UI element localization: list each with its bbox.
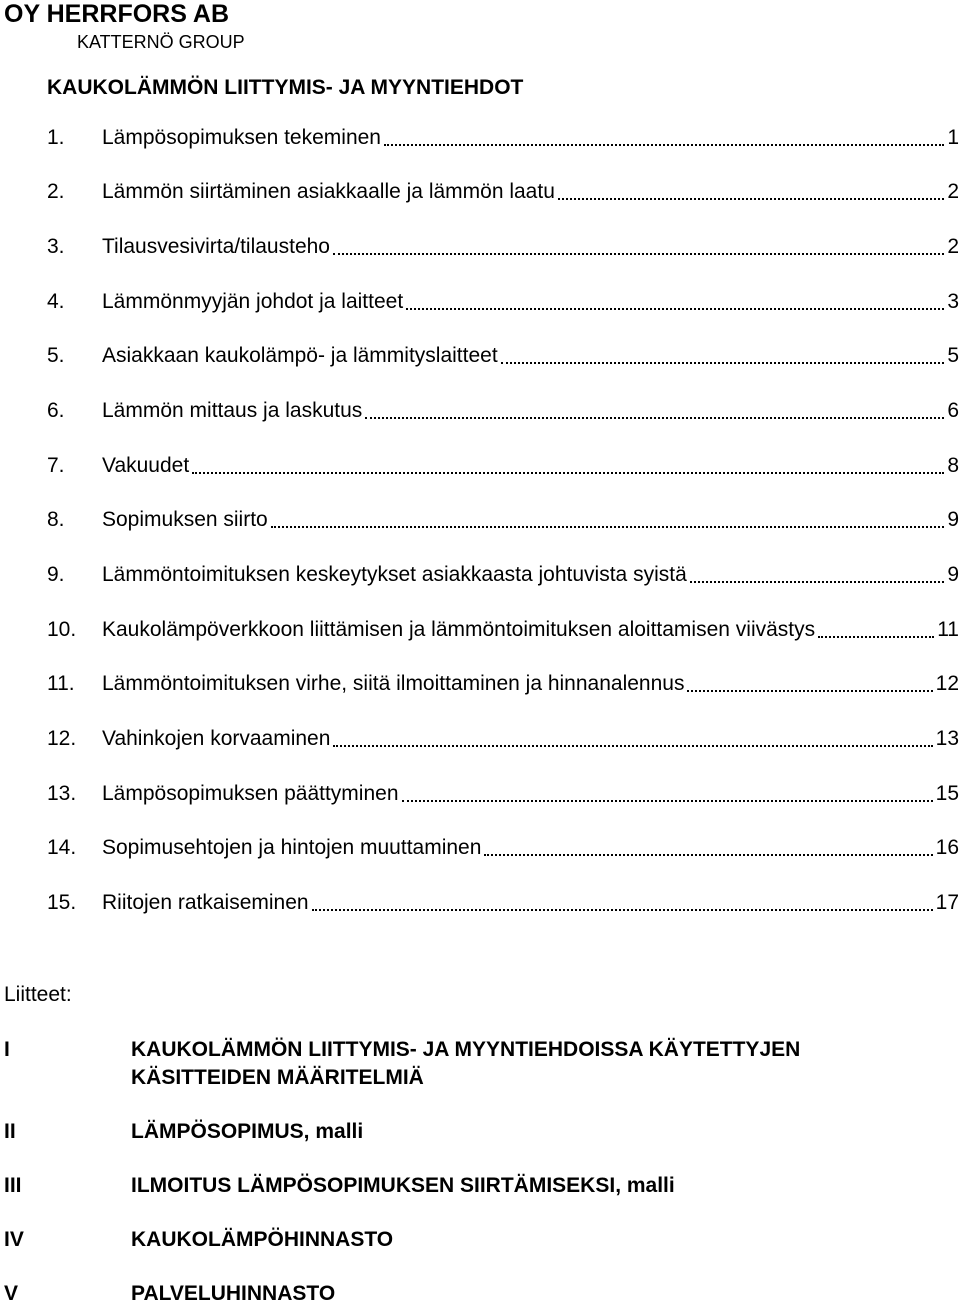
appendix-number: IV	[4, 1228, 24, 1251]
toc-entry[interactable]	[47, 121, 959, 151]
appendix-number: III	[4, 1174, 22, 1197]
toc-entry-title: Vahinkojen korvaaminen	[102, 727, 331, 750]
toc-entry-title: Kaukolämpöverkkoon liittämisen ja lämmöntoimituksen aloittamisen viivästys	[102, 618, 816, 641]
toc-entry-page: 17	[935, 891, 959, 914]
appendix-number: V	[4, 1282, 19, 1305]
appendix-title: LÄMPÖSOPIMUS, malli	[131, 1120, 364, 1143]
toc-entry[interactable]	[47, 831, 959, 861]
toc-entry-page: 6	[947, 399, 959, 422]
toc-entry[interactable]	[47, 339, 959, 369]
document-title: KAUKOLÄMMÖN LIITTYMIS- JA MYYNTIEHDOT	[47, 76, 524, 99]
toc-entry[interactable]	[47, 449, 959, 479]
toc-entry-title: Lämmöntoimituksen virhe, siitä ilmoittaminen ja hinnanalennus	[102, 672, 685, 695]
toc-entry-page: 11	[937, 618, 959, 641]
toc-entry-title: Lämpösopimuksen tekeminen	[102, 126, 381, 149]
toc-entry-number: 6.	[47, 399, 65, 422]
toc-entry-title: Vakuudet	[102, 454, 190, 477]
toc-entry[interactable]	[47, 777, 959, 807]
toc-entry-page: 13	[935, 727, 959, 750]
toc-entry[interactable]	[47, 667, 959, 697]
toc-entry[interactable]	[47, 886, 959, 916]
toc-dot-leader	[384, 125, 944, 151]
toc-dot-leader	[501, 343, 945, 369]
toc-entry-number: 9.	[47, 563, 65, 586]
toc-entry-title: Riitojen ratkaiseminen	[102, 891, 309, 914]
toc-dot-leader	[484, 835, 932, 861]
toc-entry-page: 12	[935, 672, 959, 695]
toc-entry-title: Lämmönmyyjän johdot ja laitteet	[102, 290, 404, 313]
toc-entry[interactable]	[47, 175, 959, 205]
toc-entry-title: Sopimuksen siirto	[102, 508, 268, 531]
toc-entry-title: Lämmön mittaus ja laskutus	[102, 399, 363, 422]
toc-dot-leader	[687, 671, 932, 697]
company-name: OY HERRFORS AB	[4, 0, 230, 28]
toc-dot-leader	[558, 179, 944, 205]
toc-entry-page: 5	[947, 344, 959, 367]
toc-entry[interactable]	[47, 230, 959, 260]
appendix-number: I	[4, 1038, 10, 1061]
toc-entry-number: 13.	[47, 782, 77, 805]
toc-entry[interactable]	[47, 558, 959, 588]
toc-entry-title: Lämpösopimuksen päättyminen	[102, 782, 399, 805]
toc-entry-number: 2.	[47, 180, 65, 203]
toc-entry-page: 9	[947, 508, 959, 531]
toc-entry-title: Sopimusehtojen ja hintojen muuttaminen	[102, 836, 482, 859]
toc-entry[interactable]	[47, 285, 959, 315]
toc-entry-number: 5.	[47, 344, 65, 367]
toc-entry[interactable]	[47, 394, 959, 424]
appendix-title: KAUKOLÄMPÖHINNASTO	[131, 1228, 394, 1251]
toc-dot-leader	[312, 890, 933, 916]
toc-entry-number: 4.	[47, 290, 65, 313]
toc-entry-title: Lämmön siirtäminen asiakkaalle ja lämmön laatu	[102, 180, 555, 203]
toc-entry-title: Asiakkaan kaukolämpö- ja lämmityslaitteet	[102, 344, 498, 367]
appendices-heading: Liitteet:	[4, 983, 72, 1006]
toc-entry-number: 7.	[47, 454, 65, 477]
toc-entry-number: 12.	[47, 727, 77, 750]
toc-entry[interactable]	[47, 503, 959, 533]
toc-entry-page: 1	[947, 126, 959, 149]
toc-dot-leader	[192, 453, 944, 479]
toc-dot-leader	[333, 234, 944, 260]
appendix-title: ILMOITUS LÄMPÖSOPIMUKSEN SIIRTÄMISEKSI, malli	[131, 1174, 675, 1197]
toc-entry-title: Tilausvesivirta/tilausteho	[102, 235, 330, 258]
toc-entry-number: 10.	[47, 618, 77, 641]
toc-dot-leader	[365, 398, 944, 424]
toc-entry-page: 3	[947, 290, 959, 313]
toc-entry-number: 3.	[47, 235, 65, 258]
toc-entry-page: 16	[935, 836, 959, 859]
toc-entry-page: 8	[947, 454, 959, 477]
toc-entry-page: 2	[947, 180, 959, 203]
toc-entry-page: 15	[935, 782, 959, 805]
toc-entry-page: 9	[947, 563, 959, 586]
toc-entry-number: 15.	[47, 891, 77, 914]
toc-entry-page: 2	[947, 235, 959, 258]
toc-dot-leader	[402, 781, 933, 807]
toc-dot-leader	[333, 726, 932, 752]
toc-entry-title: Lämmöntoimituksen keskeytykset asiakkaasta johtuvista syistä	[102, 563, 687, 586]
appendix-number: II	[4, 1120, 16, 1143]
toc-entry-number: 8.	[47, 508, 65, 531]
toc-dot-leader	[690, 562, 945, 588]
toc-entry-number: 1.	[47, 126, 65, 149]
toc-entry-number: 14.	[47, 836, 77, 859]
toc-entry[interactable]	[47, 613, 959, 643]
toc-entry-number: 11.	[47, 672, 75, 695]
toc-entry[interactable]	[47, 722, 959, 752]
appendix-title: PALVELUHINNASTO	[131, 1282, 336, 1305]
toc-dot-leader	[271, 507, 945, 533]
appendix-title: KAUKOLÄMMÖN LIITTYMIS- JA MYYNTIEHDOISSA KÄYTETTYJEN KÄSITTEIDEN MÄÄRITELMIÄ	[131, 1038, 801, 1089]
company-group: KATTERNÖ GROUP	[77, 32, 245, 52]
toc-dot-leader	[406, 289, 944, 315]
toc-dot-leader	[818, 617, 934, 643]
